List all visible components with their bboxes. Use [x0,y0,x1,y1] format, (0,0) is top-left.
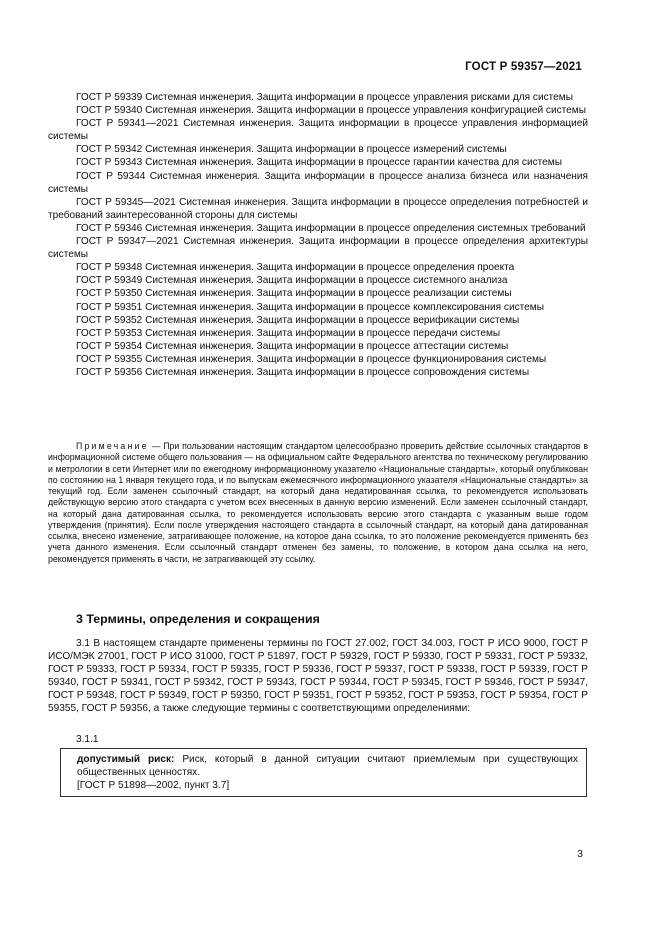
section-heading: 3 Термины, определения и сокращения [76,612,320,626]
note-paragraph [48,441,588,565]
page-number: 3 [577,848,583,860]
terms-paragraph: 3.1 В настоящем стандарте применены термины по ГОСТ 27.002, ГОСТ 34.003, ГОСТ Р ИСО 9000, ГОСТ Р ИСО/МЭК 27001, ГОСТ Р ИСО 31000, ГОСТ Р 51897, ГОСТ Р 59329, ГОСТ Р 59330, ГОСТ Р 59331, ГОСТ Р 59332, ГОСТ Р 59333, ГОСТ Р 59334, ГОСТ Р 59335, ГОСТ Р 59336, ГОСТ Р 59337, ГОСТ Р 59338, ГОСТ Р 59339, ГОСТ Р 59340, ГОСТ Р 59341, ГОСТ Р 59342, ГОСТ Р 59343, ГОСТ Р 59344, ГОСТ Р 59345, ГОСТ Р 59346, ГОСТ Р 59347, ГОСТ Р 59348, ГОСТ Р 59349, ГОСТ Р 59350, ГОСТ Р 59351, ГОСТ Р 59352, ГОСТ Р 59353, ГОСТ Р 59354, ГОСТ Р 59355, ГОСТ Р 59356, а также следующие термины с соответствующими определениями: [48,638,588,715]
reference-item: ГОСТ Р 59350 Системная инженерия. Защита информации в процессе реализации системы [76,288,512,300]
reference-item: ГОСТ Р 59340 Системная инженерия. Защита информации в процессе управления конфигурацией системы [76,105,586,117]
note-text: — При пользовании настоящим стандартом целесообразно проверить действие ссылочных стандартов в информационной системе общего пользования — на официальном сайте Федерального агентства по техническому регулированию и метрологии в сети Интернет или по ежегодному информационному указателю «Национальные стандарты», который опубликован по состоянию на 1 января текущего года, и по выпускам ежемесячного информационного указателя «Национальные стандарты» за текущий год. Если заменен ссылочный стандарт, на который дана недатированная ссылка, то рекомендуется использовать действующую версию этого стандарта с учетом всех внесенных в данную версию изменений. Если заменен ссылочный стандарт, на который дана датированная ссылка, то рекомендуется использовать версию этого стандарта с указанным выше годом утверждения (принятия). Если после утверждения настоящего стандарта в ссылочный стандарт, на который дана датированная ссылка, внесено изменение, затрагивающее положение, на которое дана ссылка, то это положение рекомендуется применять без учета данного изменения. Если ссылочный стандарт отменен без замены, то положение, в котором дана ссылка на него, рекомендуется применять в части, не затрагивающей эту ссылку. [48,441,588,564]
definition-body: Риск, который в данной ситуации считают приемлемым при существующих общественных ценностях. [77,754,578,779]
reference-item: ГОСТ Р 59355 Системная инженерия. Защита информации в процессе функционирования системы [76,353,547,365]
reference-item: ГОСТ Р 59346 Системная инженерия. Защита информации в процессе определения системных требований [76,222,586,234]
note-label: Примечание [76,441,149,451]
definition-number: 3.1.1 [76,734,99,745]
reference-item: ГОСТ Р 59342 Системная инженерия. Защита информации в процессе измерений системы [76,144,507,156]
definition-source: [ГОСТ Р 51898—2002, пункт 3.7] [77,780,230,792]
reference-item: ГОСТ Р 59353 Системная инженерия. Защита информации в процессе передачи системы [76,327,501,339]
definition-text [77,753,578,779]
reference-item: ГОСТ Р 59354 Системная инженерия. Защита информации в процессе аттестации системы [76,340,509,352]
reference-item: ГОСТ Р 59351 Системная инженерия. Защита информации в процессе комплексирования системы [76,301,544,313]
reference-item: ГОСТ Р 59339 Системная инженерия. Защита информации в процессе управления рисками для системы [76,92,573,103]
document-number-header: ГОСТ Р 59357—2021 [465,61,582,73]
definition-box [60,748,587,797]
reference-item: ГОСТ Р 59347—2021 Системная инженерия. Защита информации в процессе определения архитектуры системы [48,236,588,261]
reference-item: ГОСТ Р 59341—2021 Системная инженерия. Защита информации в процессе управления информацией системы [48,118,588,143]
normative-references-list [48,91,588,379]
reference-item: ГОСТ Р 59356 Системная инженерия. Защита информации в процессе сопровождения системы [76,366,530,378]
reference-item: ГОСТ Р 59348 Системная инженерия. Защита информации в процессе определения проекта [76,262,515,274]
reference-item: ГОСТ Р 59345—2021 Системная инженерия. Защита информации в процессе определения потребностей и требований заинтересованной стороны для системы [48,196,588,221]
reference-item: ГОСТ Р 59344 Системная инженерия. Защита информации в процессе анализа бизнеса или назначения системы [48,170,588,195]
reference-item: ГОСТ Р 59352 Системная инженерия. Защита информации в процессе верификации системы [76,314,520,326]
section-body [48,637,588,716]
reference-item: ГОСТ Р 59349 Системная инженерия. Защита информации в процессе системного анализа [76,275,508,287]
references-note [48,441,588,565]
definition-term: допустимый риск: [77,754,175,765]
reference-item: ГОСТ Р 59343 Системная инженерия. Защита информации в процессе гарантии качества для системы [76,157,562,169]
